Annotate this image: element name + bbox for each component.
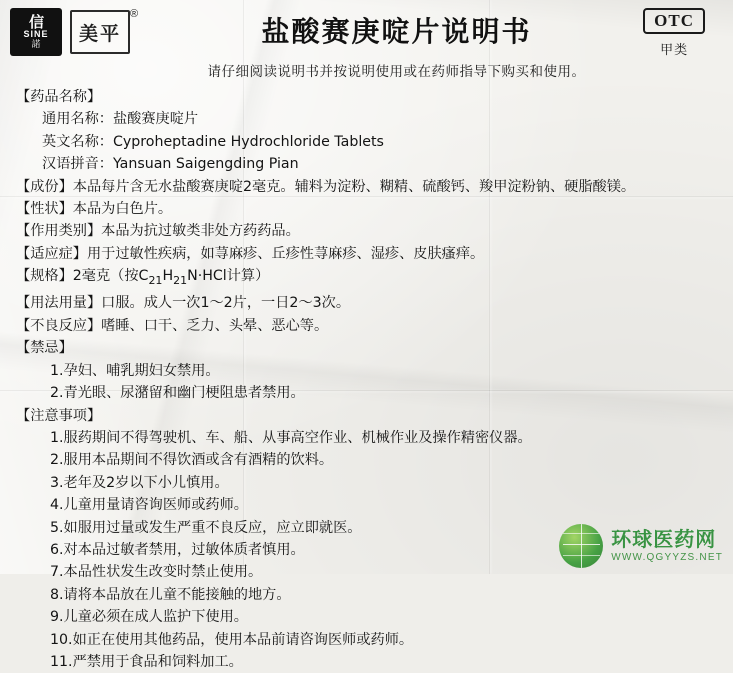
contraindication-item: 1.孕妇、哺乳期妇女禁用。 (50, 362, 220, 379)
site-watermark (559, 524, 723, 568)
otc-badge: OTC (643, 8, 705, 34)
precaution-item: 10.如正在使用其他药品，使用本品前请咨询医师或药师。 (50, 631, 414, 648)
section-adverse-reactions: 【不良反应】嗜睡、口干、乏力、头晕、恶心等。 (16, 317, 329, 334)
drug-name-english: 英文名称：Cyproheptadine Hydrochloride Tablets (42, 133, 384, 150)
logo-text-en: SINE (23, 29, 49, 40)
globe-icon (559, 524, 603, 568)
page-subtitle: 请仔细阅读说明书并按说明使用或在药师指导下购买和使用。 (207, 64, 586, 79)
otc-category-label: 甲类 (660, 42, 689, 57)
page-title: 盐酸赛庚啶片说明书 (261, 15, 532, 48)
precaution-item: 7.本品性状发生改变时禁止使用。 (50, 564, 263, 581)
precaution-item: 9.儿童必须在成人监护下使用。 (50, 609, 248, 626)
section-indications: 【适应症】用于过敏性疾病，如荨麻疹、丘疹性荨麻疹、湿疹、皮肤瘙痒。 (16, 245, 485, 262)
watermark-site-name: 环球医药网 (611, 528, 717, 551)
logo-char-top: 信 (28, 13, 43, 31)
brand-mark: 美平 (70, 10, 130, 54)
section-heading-precautions: 【注意事项】 (16, 407, 102, 424)
otc-block (643, 8, 705, 58)
leaflet-body (16, 86, 719, 673)
section-heading-contraindications: 【禁忌】 (16, 340, 73, 357)
logo-char-bottom: 諾 (31, 38, 41, 49)
spec-sub-2: 21 (173, 274, 188, 288)
precaution-item: 5.如服用过量或发生严重不良反应，应立即就医。 (50, 519, 362, 536)
manufacturer-logo (10, 8, 62, 56)
drug-name-pinyin: 汉语拼音：Yansuan Saigengding Pian (42, 156, 299, 173)
precaution-item: 4.儿童用量请咨询医师或药师。 (50, 497, 248, 514)
precaution-item: 1.服药期间不得驾驶机、车、船、从事高空作业、机械作业及操作精密仪器。 (50, 429, 532, 446)
leaflet-header (0, 0, 733, 84)
spec-mid-2: N·HCl计算） (187, 268, 270, 285)
precaution-item: 11.严禁用于食品和饲料加工。 (50, 653, 243, 670)
section-appearance: 【性状】本品为白色片。 (16, 201, 173, 218)
section-heading-drug-name: 【药品名称】 (16, 89, 102, 105)
spec-prefix: 【规格】2毫克（按C (16, 268, 149, 285)
watermark-site-url: WWW.QGYYZS.NET (611, 551, 723, 563)
precaution-item: 6.对本品过敏者禁用，过敏体质者慎用。 (50, 541, 305, 558)
section-drug-class: 【作用类别】本品为抗过敏类非处方药药品。 (16, 223, 300, 240)
precaution-item: 2.服用本品期间不得饮酒或含有酒精的饮料。 (50, 452, 334, 469)
precaution-item: 3.老年及2岁以下小儿慎用。 (50, 474, 229, 491)
spec-mid-1: H (162, 268, 174, 285)
drug-name-generic: 通用名称：盐酸赛庚啶片 (42, 111, 199, 128)
section-dosage: 【用法用量】口服。成人一次1～2片，一日2～3次。 (16, 295, 351, 312)
spec-sub-1: 21 (148, 274, 163, 288)
section-specification (16, 265, 719, 292)
watermark-text (611, 529, 723, 564)
precaution-item: 8.请将本品放在儿童不能接触的地方。 (50, 586, 291, 603)
title-block (150, 10, 643, 80)
contraindication-item: 2.青光眼、尿潴留和幽门梗阻患者禁用。 (50, 385, 305, 402)
section-ingredients: 【成份】本品每片含无水盐酸赛庚啶2毫克。辅料为淀粉、糊精、硫酸钙、羧甲淀粉钠、硬脂酸镁。 (16, 178, 636, 195)
registered-trademark-icon: ® (130, 8, 139, 20)
